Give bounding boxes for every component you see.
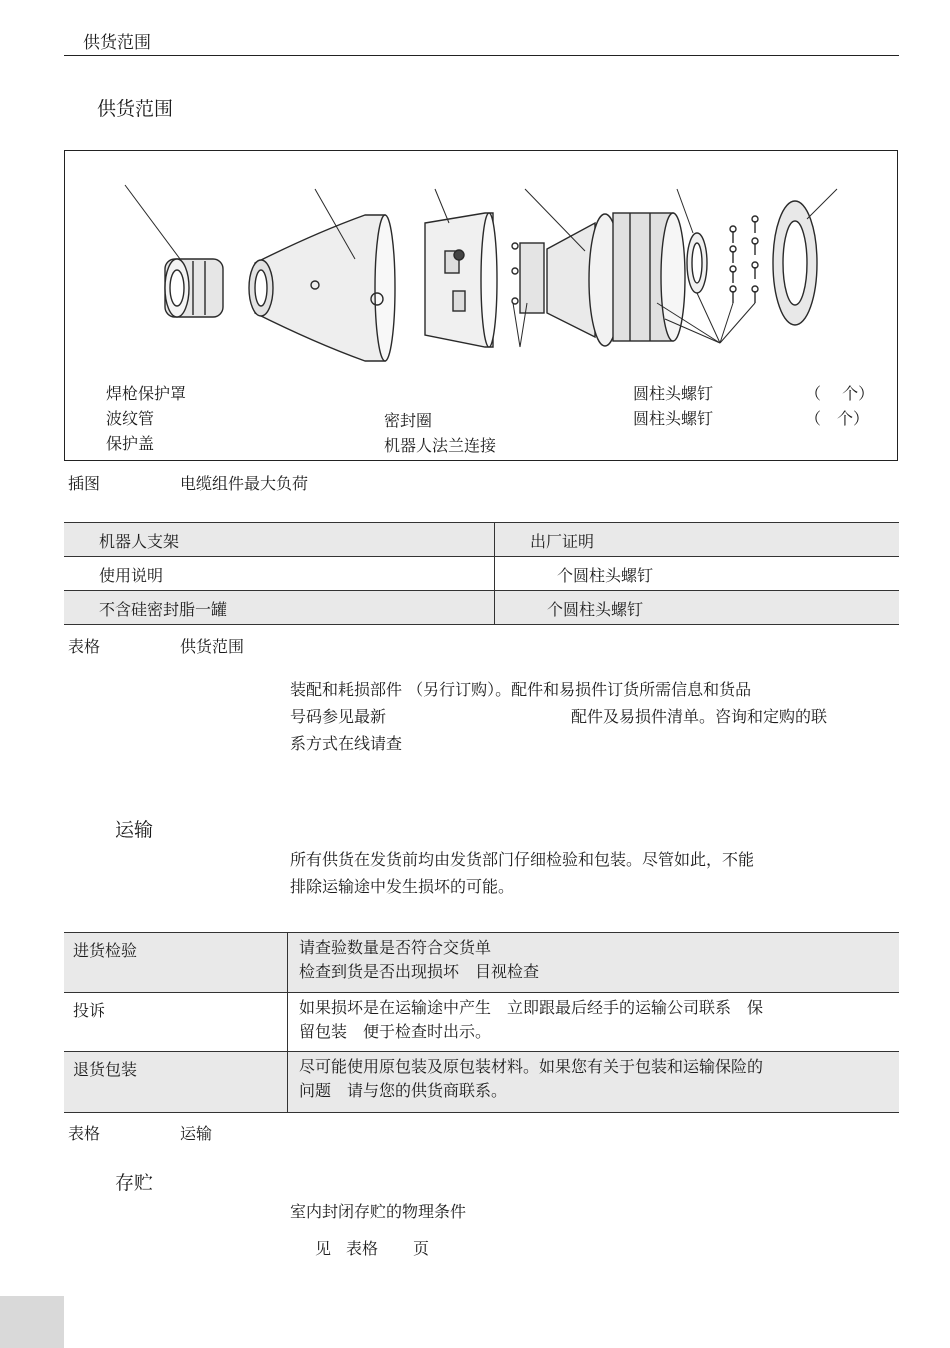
table-cell: 出厂证明 xyxy=(530,532,595,551)
page-corner-tab xyxy=(0,1296,64,1348)
table-cell: 请查验数量是否符合交货单 xyxy=(299,938,492,957)
table-cell: 如果损坏是在运输途中产生 立即跟最后经手的运输公司联系 保 xyxy=(299,998,764,1017)
table-cell: 问题 请与您的供货商联系。 xyxy=(299,1081,508,1100)
transport-intro-line-1: 所有供货在发货前均由发货部门仔细检验和包装。尽管如此，不能 xyxy=(290,850,755,869)
transport-caption-text: 运输 xyxy=(180,1124,213,1143)
figure-box xyxy=(64,150,898,461)
robot-flange-part xyxy=(512,213,685,346)
bellows-part xyxy=(249,215,395,361)
label-cap: 保护盖 xyxy=(106,434,155,453)
label-cylinder-screw-1: 圆柱头螺钉 xyxy=(633,384,714,403)
table-row xyxy=(64,933,899,993)
table-caption-prefix: 表格 xyxy=(68,637,101,656)
label-robot-flange: 机器人法兰连接 xyxy=(384,436,497,455)
note-line-1: 装配和耗损部件 （另行订购）。配件和易损件订货所需信息和货品 xyxy=(290,680,752,699)
table-cell: 使用说明 xyxy=(99,566,164,585)
transport-intro-line-2: 排除运输途中发生损坏的可能。 xyxy=(290,877,515,896)
section-title-transport: 运输 xyxy=(115,819,154,841)
cap-part xyxy=(425,213,497,347)
transport-caption-prefix: 表格 xyxy=(68,1124,101,1143)
table-cell: 尽可能使用原包装及原包装材料。如果您有关于包装和运输保险的 xyxy=(299,1057,764,1076)
exploded-assembly-drawing xyxy=(65,151,897,460)
table-caption-text: 供货范围 xyxy=(180,637,245,656)
table-cell: 个圆柱头螺钉 xyxy=(547,600,644,619)
section-title-storage: 存贮 xyxy=(115,1172,154,1194)
running-header: 供货范围 xyxy=(83,33,151,53)
storage-line-1: 室内封闭存贮的物理条件 xyxy=(290,1202,467,1221)
label-cylinder-screw-1-qty: （ 个） xyxy=(805,384,875,403)
table-cell: 退货包装 xyxy=(73,1060,138,1079)
label-cylinder-screw-2: 圆柱头螺钉 xyxy=(633,409,714,428)
table-cell: 进货检验 xyxy=(73,941,138,960)
scope-table xyxy=(64,522,899,625)
table-cell: 检查到货是否出现损坏 目视检查 xyxy=(299,962,540,981)
table-cell: 留包装 便于检查时出示。 xyxy=(299,1022,492,1041)
label-torch-cover: 焊枪保护罩 xyxy=(106,384,187,403)
storage-ref-page: 页 xyxy=(413,1239,430,1258)
note-line-2: 号码参见最新 xyxy=(290,707,387,726)
label-bellows: 波纹管 xyxy=(106,409,155,428)
table-cell: 机器人支架 xyxy=(99,532,180,551)
table-cell: 投诉 xyxy=(73,1001,106,1020)
cylinder-screws xyxy=(730,216,758,303)
note-line-2b: 配件及易损件清单。咨询和定购的联 xyxy=(571,707,828,726)
figure-caption-prefix: 插图 xyxy=(68,474,101,493)
section-title-scope: 供货范围 xyxy=(97,98,174,120)
note-line-3: 系方式在线请查 xyxy=(290,734,403,753)
table-row xyxy=(64,993,899,1052)
table-cell: 个圆柱头螺钉 xyxy=(557,566,654,585)
label-seal-ring: 密封圈 xyxy=(384,411,433,430)
torch-cover-part xyxy=(165,259,223,317)
table-row xyxy=(64,557,899,591)
header-rule xyxy=(64,55,899,56)
table-row xyxy=(64,591,899,625)
storage-ref-table: 表格 xyxy=(346,1239,379,1258)
table-row xyxy=(64,1052,899,1113)
label-cylinder-screw-2-qty: （ 个） xyxy=(805,409,870,428)
figure-caption-text: 电缆组件最大负荷 xyxy=(180,474,309,493)
table-row xyxy=(64,523,899,557)
table-cell: 不含硅密封脂一罐 xyxy=(99,600,228,619)
seal-ring-part xyxy=(687,233,707,293)
end-flange-part xyxy=(773,201,817,325)
storage-ref-see: 见 xyxy=(315,1239,332,1258)
transport-table xyxy=(64,932,899,1113)
